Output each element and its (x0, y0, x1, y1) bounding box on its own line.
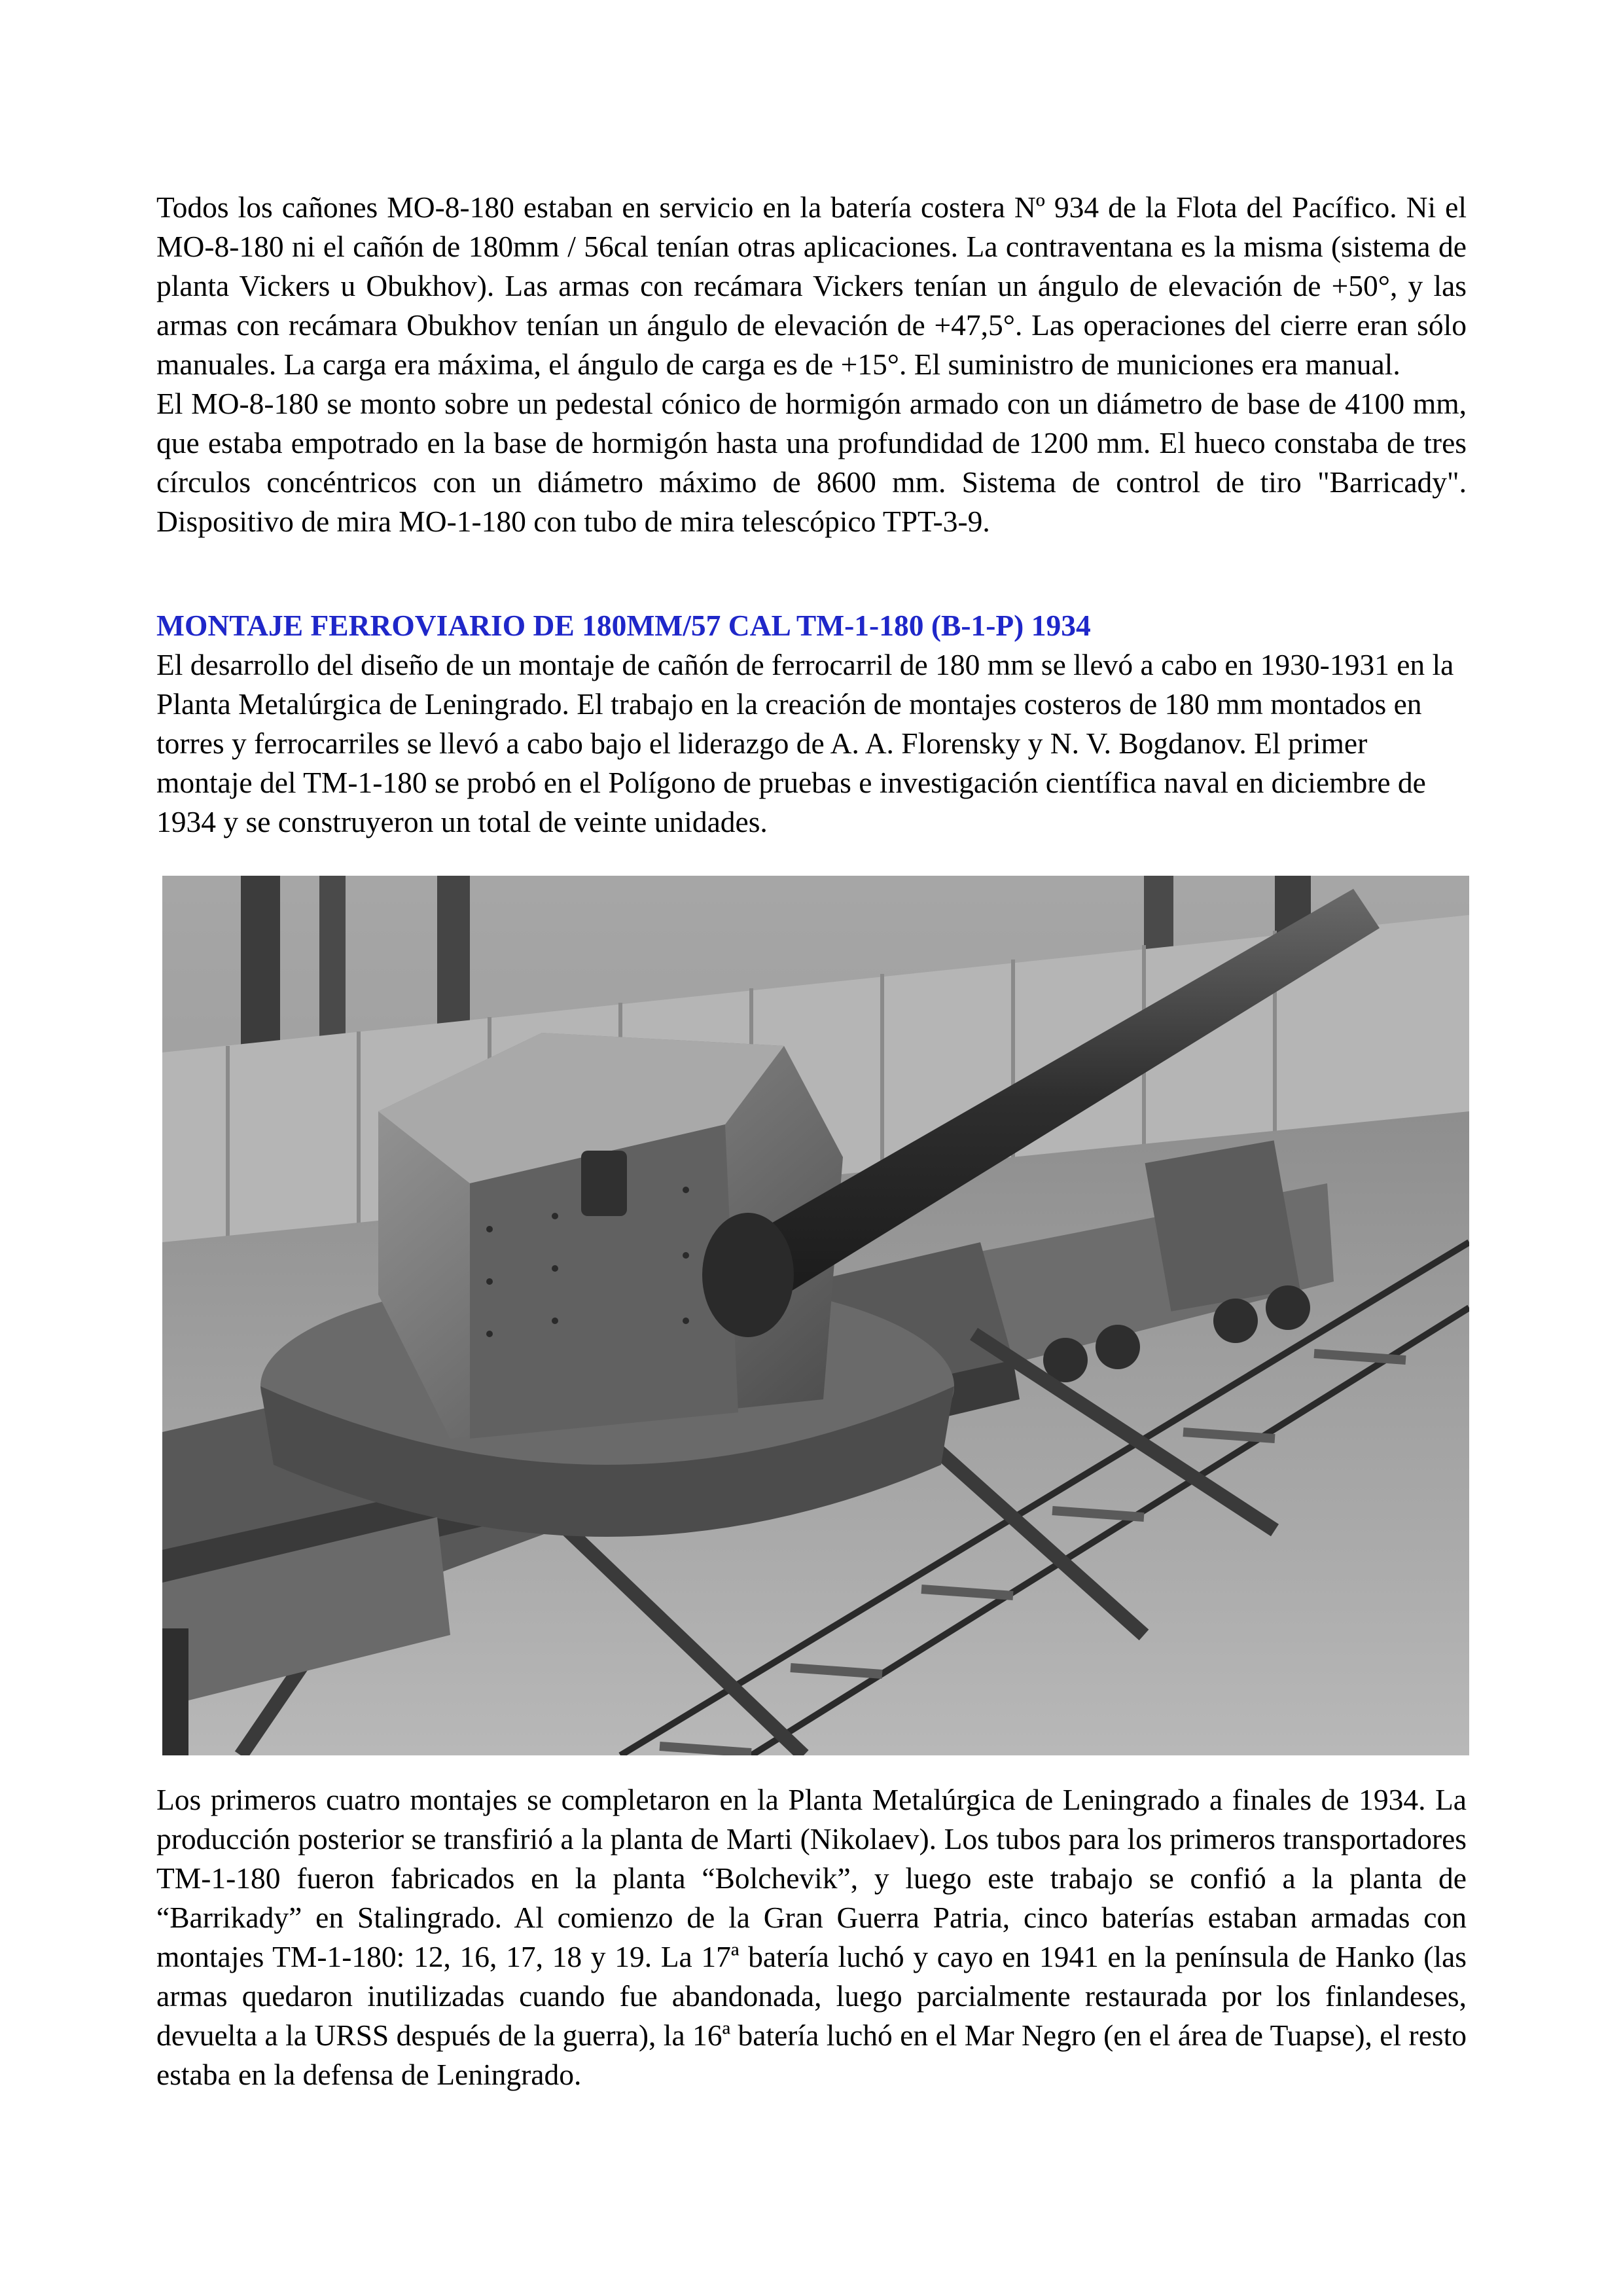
railway-gun-illustration (162, 876, 1469, 1755)
section-heading: MONTAJE FERROVIARIO DE 180MM/57 CAL TM-1-180 (B-1-P) 1934 (156, 609, 1091, 642)
production-text-block (156, 1780, 1467, 2094)
production-paragraph-1: Los primeros cuatro montajes se completaron en la Planta Metalúrgica de Leningrado a finales de 1934. La producción posterior se transfirió a la planta de Marti (Nikolaev). Los tubos para los primeros transportadores TM-1-180 fueron fabricados en la planta “Bolchevik”, y luego este trabajo se confió a la planta de “Barrikady” en Stalingrado. Al comienzo de la Gran Guerra Patria, cinco baterías estaban armadas con montajes TM-1-180: 12, 16, 17, 18 y 19. La 17ª batería luchó y cayo en 1941 en la península de Hanko (las armas quedaron inutilizadas cuando fue abandonada, luego parcialmente restaurada por los finlandeses, devuelta a la URSS después de la guerra), la 16ª batería luchó en el Mar Negro (en el área de Tuapse), el resto estaba en la defensa de Leningrado. (156, 1783, 1467, 2091)
intro-text-block (156, 188, 1467, 541)
intro-paragraph-2: El MO-8-180 se monto sobre un pedestal cónico de hormigón armado con un diámetro de base de 4100 mm, que estaba empotrado en la base de hormigón hasta una profundidad de 1200 mm. El hueco constaba de tres círculos concéntricos con un diámetro máximo de 8600 mm. Sistema de control de tiro "Barricady". Dispositivo de mira MO-1-180 con tubo de mira telescópico TPT-3-9. (156, 387, 1467, 538)
section-paragraph-1: El desarrollo del diseño de un montaje de cañón de ferrocarril de 180 mm se llevó a cabo en 1930-1931 en la Planta Metalúrgica de Leningrado. El trabajo en la creación de montajes costeros de 180 mm montados en torres y ferrocarriles se llevó a cabo bajo el liderazgo de A. A. Florensky y N. V. Bogdanov. El primer montaje del TM-1-180 se probó en el Polígono de pruebas e investigación científica naval en diciembre de 1934 y se construyeron un total de veinte unidades. (156, 648, 1454, 838)
intro-paragraph-1: Todos los cañones MO-8-180 estaban en servicio en la batería costera Nº 934 de la Flota del Pacífico. Ni el MO-8-180 ni el cañón de 180mm / 56cal tenían otras aplicaciones. La contraventana es la misma (sistema de planta Vickers u Obukhov). Las armas con recámara Vickers tenían un ángulo de elevación de +50°, y las armas con recámara Obukhov tenían un ángulo de elevación de +47,5°. Las operaciones del cierre eran sólo manuales. La carga era máxima, el ángulo de carga es de +15°. El suministro de municiones era manual. (156, 190, 1467, 381)
railway-gun-photo (162, 876, 1469, 1755)
section-text-block (156, 645, 1467, 842)
